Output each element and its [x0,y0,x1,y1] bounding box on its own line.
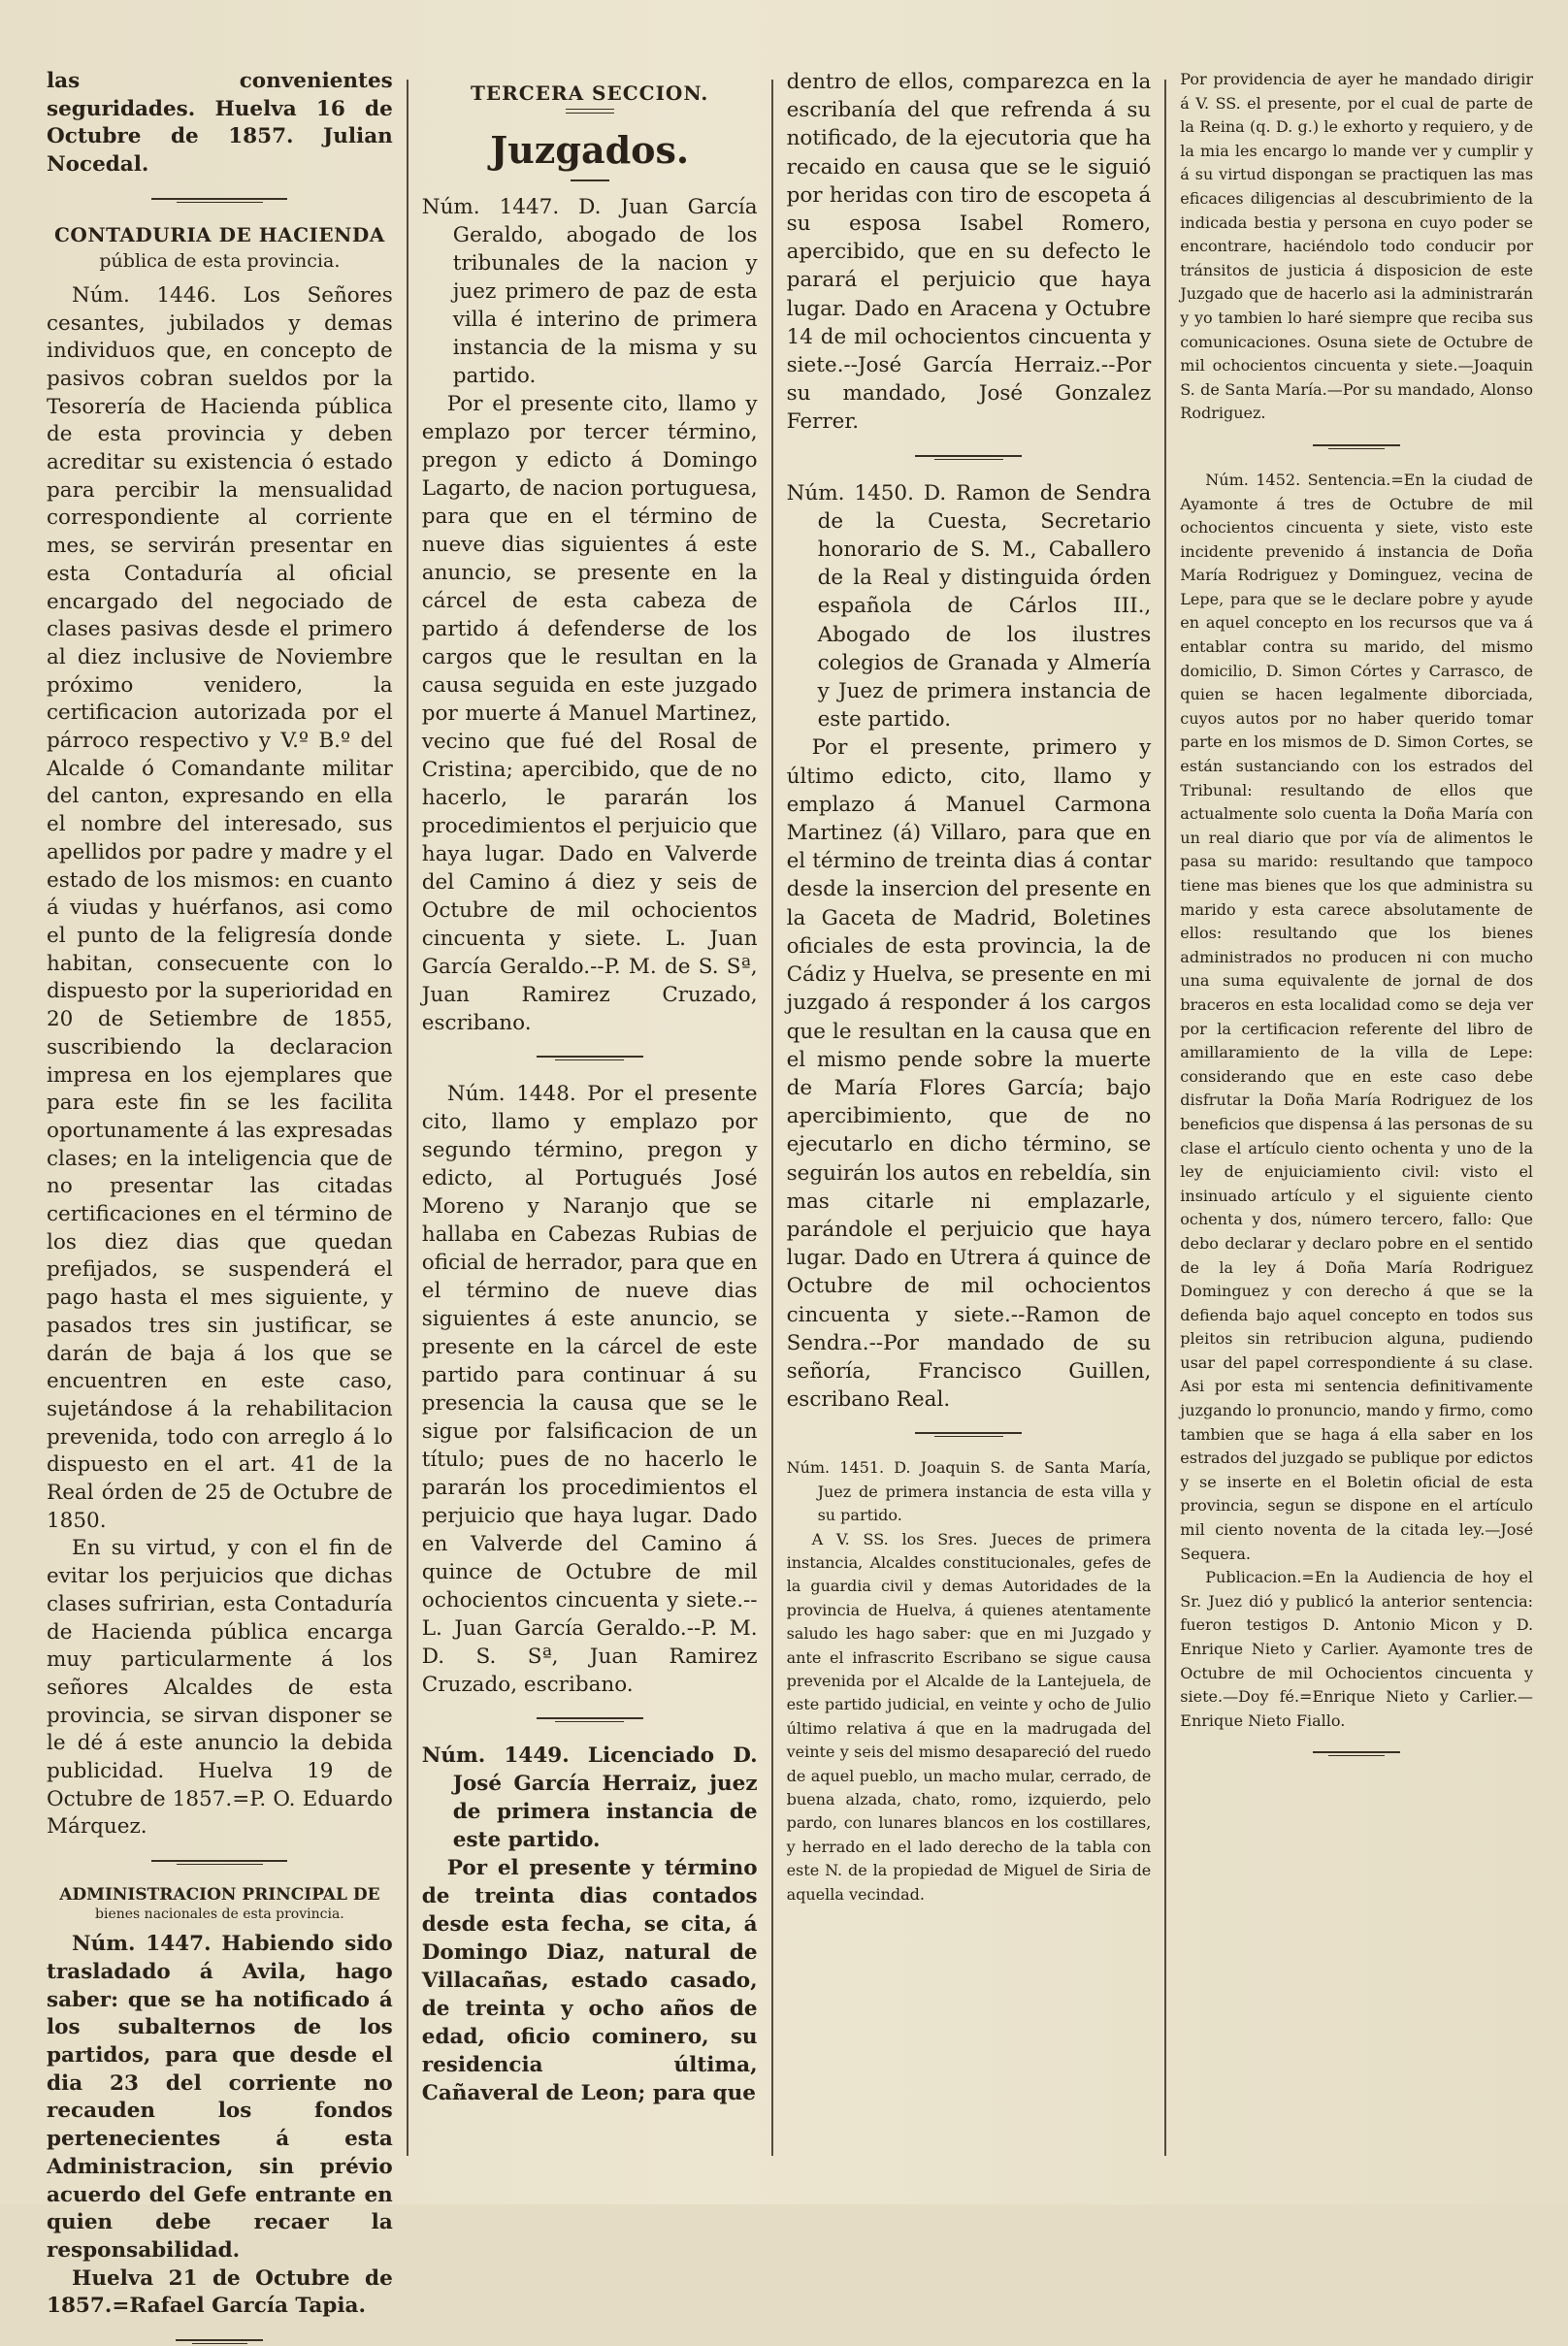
contaduria-subheading: pública de esta provincia. [99,249,341,272]
notice-1449-body: Por el presente y término de treinta dias contados desde esta fecha, se cita, á Domingo Diaz, natural de Villacañas, estado casado, de treinta y ocho años de edad, oficio cominero, su residencia última, Cañaveral de Leon; para que [421,1856,758,2105]
contaduria-heading: CONTADURIA DE HACIENDA [53,222,385,246]
column-1 [39,68,407,2319]
divider-rule [915,1431,1022,1439]
notice-1447-juzgado-heading: Núm. 1447. D. Juan García Geraldo, abogado de los tribunales de la nacion y juez primero de paz de esta villa é interino de primera instancia de la misma y su partido. [421,195,758,388]
notice-1449-heading: Núm. 1449. Licenciado D. José García Herraiz, juez de primera instancia de este partido. [421,1743,758,1852]
column-separator [1164,80,1166,2156]
divider-rule [1313,1750,1400,1758]
title-divider [571,179,609,181]
divider-rule [915,454,1022,462]
notice-1448-body: Núm. 1448. Por el presente cito, llamo y emplazo por segundo término, pregon y edicto, al Portugués José Moreno y Naranjo que se hallaba en Cabezas Rubias de oficial de herrador, para que en el término de nueve dias siguientes á este anuncio, se presente en la cárcel de este partido para continuar á su presencia la causa que se le sigue por falsificacion de un título; pues de no hacerlo le pararán los procedimientos el perjuicio que haya lugar. Dado en Valverde del Camino á quince de Octubre de mil ochocientos cincuenta y siete.--L. Juan García Geraldo.--P. M. D. S. Sª, Juan Ramirez Cruzado, escribano. [421,1082,758,1697]
divider-rule [151,197,287,205]
column-3 [773,68,1165,2173]
column-4 [1166,68,1539,2173]
notice-1450-heading: Núm. 1450. D. Ramon de Sendra de la Cuesta, Secretario honorario de S. M., Caballero de la Real y distinguida órden española de Cárlos III., Abogado de los ilustres colegios de Granada y Almería y Juez de primera instancia de este partido. [786,480,1152,733]
column-separator [771,80,773,2156]
column-separator [407,80,408,2156]
administracion-heading: ADMINISTRACION PRINCIPAL DE [59,1885,380,1906]
notice-1447-juzgado-body: Por el presente cito, llamo y emplazo por tercer término, pregon y edicto á Domingo Lagarto, de nacion portuguesa, para que en el término de nueve dias siguientes á este anuncio, se presente en la cárcel de esta cabeza de partido á defenderse de los cargos que le resultan en la causa seguida en este juzgado por muerte á Manuel Martinez, vecino que fué del Rosal de Cristina; apercibido, que de no hacerlo, le pararán los procedimientos el perjuicio que haya lugar. Dado en Valverde del Camino á diez y seis de Octubre de mil ochocientos cincuenta y siete. L. Juan García Geraldo.--P. M. de S. Sª, Juan Ramirez Cruzado, escribano. [421,392,758,1035]
divider-rule [1313,443,1400,451]
administracion-subheading: bienes nacionales de esta provincia. [95,1906,344,1923]
notice-1451-heading: Núm. 1451. D. Joaquin S. de Santa María, Juez de primera instancia de esta villa y su partido. [786,1458,1152,1525]
notice-1447-admin-body: Núm. 1447. Habiendo sido trasladado á Avila, hago saber: que se ha notificado á los subalternos de los partidos, para que desde el dia 23 del corriente no recauden los fondos pertenecientes á esta Administracion, sin prévio acuerdo del Gefe entrante en quien debe recaer la responsabilidad. [47,1932,393,2263]
notice-1447-admin-signature: Huelva 21 de Octubre de 1857.=Rafael García Tapia. [47,2265,393,2319]
section-title: TERCERA SECCION. [471,81,709,105]
divider-rule [151,1859,287,1867]
column-2 [408,68,771,2173]
notice-1446-body: Núm. 1446. Los Señores cesantes, jubilados y demas individuos que, en concepto de pasivos cobran sueldos por la Tesorería de Hacienda pública de esta provincia y deben acreditar su existencia ó estado para percibir la mensualidad correspondiente al corriente mes, se servirán presentar en esta Contaduría al oficial encargado del negociado de clases pasivas desde el primero al diez inclusive de Noviembre próximo venidero, la certificacion autorizada por el párroco respectivo y V.º B.º del Alcalde ó Comandante militar del canton, expresando en ella el nombre del interesado, sus apellidos por padre y madre y el estado de los mismos: en cuanto á viudas y huérfanos, asi como el punto de la feligresía donde habitan, consecuente con lo dispuesto por la superioridad en 20 de Setiembre de 1855, suscribiendo la declaracion impresa en los ejemplares que para este fin se les facilita oportunamente á las expresadas clases; en la inteligencia que de no presentar las citadas certificaciones en el término de los diez dias que quedan prefijados, se suspenderá el pago hasta el mes siguiente, y pasados tres sin justificar, se darán de baja á los que se encuentren en este caso, sujetándose á la rehabilitacion prevenida, todo con arreglo á lo dispuesto en el art. 41 de la Real órden de 25 de Octubre de 1850. [47,282,393,1533]
notice-1451-body: A V. SS. los Sres. Jueces de primera instancia, Alcaldes constitucionales, gefes de la guardia civil y demas Autoridades de la provincia de Huelva, á quienes atentamente saludo les hago saber: que en mi Juzgado y ante el infrascrito Escribano se sigue causa prevenida por el Alcalde de la Lantejuela, de este partido judicial, en veinte y ocho de Julio último relativa á que en la madrugada del veinte y seis del mismo desapareció del ruedo de aquel pueblo, un macho mular, cerrado, de buena alzada, chato, romo, izquierdo, pelo pardo, con lunares blancos en los costillares, y herrado en el lado derecho de la tabla con este N. de la propiedad de Miguel de Siria de aquella vecindad. [786,1529,1152,1904]
juzgados-title: Juzgados. [490,128,690,172]
notice-1449-continuation: dentro de ellos, comparezca en la escribanía del que refrenda á su notificado, de la ejecutoria que ha recaido en causa que se le siguió por heridas con tiro de escopeta á su esposa Isabel Romero, apercibido, que en su defecto le parará el perjuicio que haya lugar. Dado en Aracena y Octubre 14 de mil ochocientos cincuenta y siete.--José García Herraiz.--Por su mandado, José Gonzalez Ferrer. [786,70,1152,435]
notice-1450-body: Por el presente, primero y último edicto, cito, llamo y emplazo á Manuel Carmona Martinez (á) Villaro, para que en el término de treinta dias á contar desde la insercion del presente en la Gaceta de Madrid, Boletines oficiales de esta provincia, la de Cádiz y Huelva, se presente en mi juzgado á responder á los cargos que le resultan en la causa que en el mismo pende sobre la muerte de María Flores García; bajo apercibimiento, que de no ejecutarlo en dicho término, se seguirán los autos en rebeldía, sin mas citarle ni emplazarle, parándole el perjuicio que haya lugar. Dado en Utrera á quince de Octubre de mil ochocientos cincuenta y siete.--Ramon de Sendra.--Por mandado de su señoría, Francisco Guillen, escribano Real. [786,735,1152,1413]
divider-rule [537,1716,643,1724]
notice-1452-publicacion: Publicacion.=En la Audiencia de hoy el Sr. Juez dió y publicó la anterior sentencia: fueron testigos D. Antonio Micon y D. Enrique Nieto y Carlier. Ayamonte tres de Octubre de mil Ochocientos cincuenta y siete.—Doy fé.=Enrique Nieto y Carlier.—Enrique Nieto Fiallo. [1180,1568,1534,1730]
intro-lines: las convenientes seguridades. Huelva 16 de Octubre de 1857. Julian Nocedal. [47,69,393,178]
divider-rule [176,2338,263,2346]
notice-1451-continuation: Por providencia de ayer he mandado dirigir á V. SS. el presente, por el cual de parte de la Reina (q. D. g.) le exhorto y requiero, y de la mia les encargo lo mande ver y cumplir y á su virtud dispongan se practiquen las mas eficaces diligencias al descubrimiento de la indicada bestia y persona en cuyo poder se encontrare, haciéndolo todo conducir por tránsitos de justicia á disposicion de este Juzgado que de hacerlo asi la administrarán y yo tambien lo haré siempre que reciba sus comunicaciones. Osuna siete de Octubre de mil ochocientos cincuenta y siete.—Joaquin S. de Santa María.—Por su mandado, Alonso Rodriguez. [1180,70,1534,423]
columns [39,68,1539,2319]
notice-1446-closing: En su virtud, y con el fin de evitar los perjuicios que dichas clases sufririan, esta Contaduría de Hacienda pública encarga muy particularmente á los señores Alcaldes de esta provincia, se sirvan disponer se le dé á este anuncio la debida publicidad. Huelva 19 de Octubre de 1857.=P. O. Eduardo Márquez. [47,1536,393,1840]
divider-rule [537,1055,643,1062]
notice-1452-sentencia: Núm. 1452. Sentencia.=En la ciudad de Ayamonte á tres de Octubre de mil ochocientos cincuenta y siete, visto este incidente prevenido á instancia de Doña María Rodriguez y Dominguez, vecina de Lepe, para que se le declare pobre y ayude en aquel concepto en los recursos que va á entablar contra su marido, del mismo domicilio, D. Simon Córtes y Carrasco, de quien se hacen legalmente diborciada, cuyos autos por no haber querido tomar parte en los mismos de D. Simon Cortes, se están sustanciando con los estrados del Tribunal: resultando de ellos que actualmente solo cuenta la Doña María con un real diario que por vía de alimentos le pasa su marido: resultando que tampoco tiene mas bienes que los que administra su marido y esta carece absolutamente de ellos: resultando que los bienes administrados no producen ni con mucho una suma equivalente de jornal de dos braceros en esta localidad como se deja ver por la certificacion referente del libro de amillaramiento de la villa de Lepe: considerando que en este caso debe disfrutar la Doña María Rodriguez de los beneficios que dispensa á las personas de su clase el artículo ciento ochenta y uno de la ley de enjuiciamiento civil: visto el insinuado artículo y el siguiente ciento ochenta y dos, número tercero, fallo: Que debo declarar y declaro pobre en el sentido de la ley á Doña María Rodriguez Dominguez y con derecho á que se la defienda bajo aquel concepto en todos sus pleitos sin retribucion alguna, pudiendo usar del papel correspondiente á su clase. Asi por esta mi sentencia definitivamente juzgando lo pronuncio, mando y firmo, como tambien que se haga á ella saber en los estrados del juzgado se publique por edictos y se inserte en el Boletin oficial de esta provincia, segun se dispone en el artículo mil ciento noventa de la citada ley.—José Sequera. [1180,470,1534,1563]
section-divider [566,109,614,114]
